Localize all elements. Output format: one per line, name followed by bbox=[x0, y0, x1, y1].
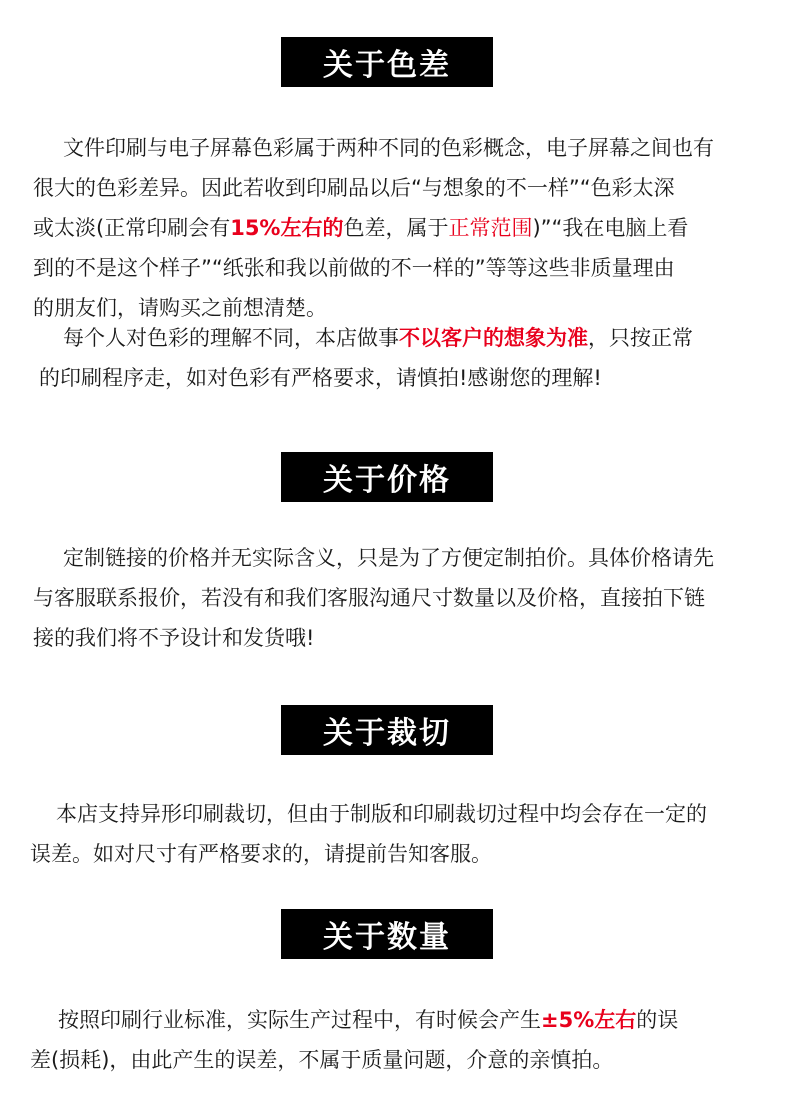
text-line bbox=[30, 358, 760, 398]
highlight-tolerance: ±5%左右 bbox=[541, 1008, 637, 1032]
price-paragraph bbox=[30, 538, 760, 658]
text-run: 接的我们将不予设计和发货哦! bbox=[33, 626, 315, 650]
text-run: 很大的色彩差异。因此若收到印刷品以后“与想象的不一样”“色彩太深 bbox=[33, 176, 675, 200]
highlight-percentage: 15%左右的 bbox=[230, 216, 344, 240]
text-line bbox=[30, 1000, 760, 1040]
highlight-normal-range: 正常范围 bbox=[448, 216, 533, 240]
text-line bbox=[30, 618, 760, 658]
highlight-not-customer-imagination: 不以客户的想象为准 bbox=[399, 326, 588, 350]
text-run: 文件印刷与电子屏幕色彩属于两种不同的色彩概念，电子屏幕之间也有 bbox=[63, 136, 714, 160]
text-run: 差(损耗)，由此产生的误差，不属于质量问题，介意的亲慎拍。 bbox=[30, 1048, 614, 1072]
text-run: 到的不是这个样子”“纸张和我以前做的不一样的”等等这些非质量理由 bbox=[33, 256, 675, 280]
text-line bbox=[30, 208, 760, 248]
text-line bbox=[30, 834, 760, 874]
text-run: 的印刷程序走，如对色彩有严格要求，请慎拍!感谢您的理解! bbox=[39, 366, 602, 390]
text-line bbox=[30, 578, 760, 618]
text-run: 定制链接的价格并无实际含义，只是为了方便定制拍价。具体价格请先 bbox=[63, 546, 714, 570]
text-run: 误差。如对尺寸有严格要求的，请提前告知客服。 bbox=[30, 842, 492, 866]
color-difference-paragraph-2 bbox=[30, 318, 760, 398]
text-run: 的朋友们，请购买之前想清楚。 bbox=[33, 296, 327, 320]
section-heading-quantity: 关于数量 bbox=[281, 909, 493, 959]
text-run: 按照印刷行业标准，实际生产过程中，有时候会产生 bbox=[58, 1008, 541, 1032]
text-run: 的误 bbox=[636, 1008, 679, 1032]
text-run: ，只按正常 bbox=[588, 326, 693, 350]
text-run: )”“我在电脑上看 bbox=[532, 216, 689, 240]
text-run: 本店支持异形印刷裁切，但由于制版和印刷裁切过程中均会存在一定的 bbox=[56, 802, 707, 826]
quantity-paragraph bbox=[30, 1000, 760, 1080]
text-line bbox=[30, 318, 760, 358]
cutting-paragraph bbox=[30, 794, 760, 874]
section-heading-price: 关于价格 bbox=[281, 452, 493, 502]
text-line bbox=[30, 128, 760, 168]
text-run: 或太淡(正常印刷会有 bbox=[33, 216, 231, 240]
color-difference-paragraph-1 bbox=[30, 128, 760, 328]
section-heading-color-difference: 关于色差 bbox=[281, 37, 493, 87]
text-line bbox=[30, 794, 760, 834]
text-line bbox=[30, 248, 760, 288]
text-run: 每个人对色彩的理解不同，本店做事 bbox=[63, 326, 399, 350]
text-line bbox=[30, 168, 760, 208]
text-run: 色差，属于 bbox=[343, 216, 449, 240]
section-heading-cutting: 关于裁切 bbox=[281, 705, 493, 755]
text-line bbox=[30, 1040, 760, 1080]
text-line bbox=[30, 538, 760, 578]
text-run: 与客服联系报价，若没有和我们客服沟通尺寸数量以及价格，直接拍下链 bbox=[33, 586, 705, 610]
